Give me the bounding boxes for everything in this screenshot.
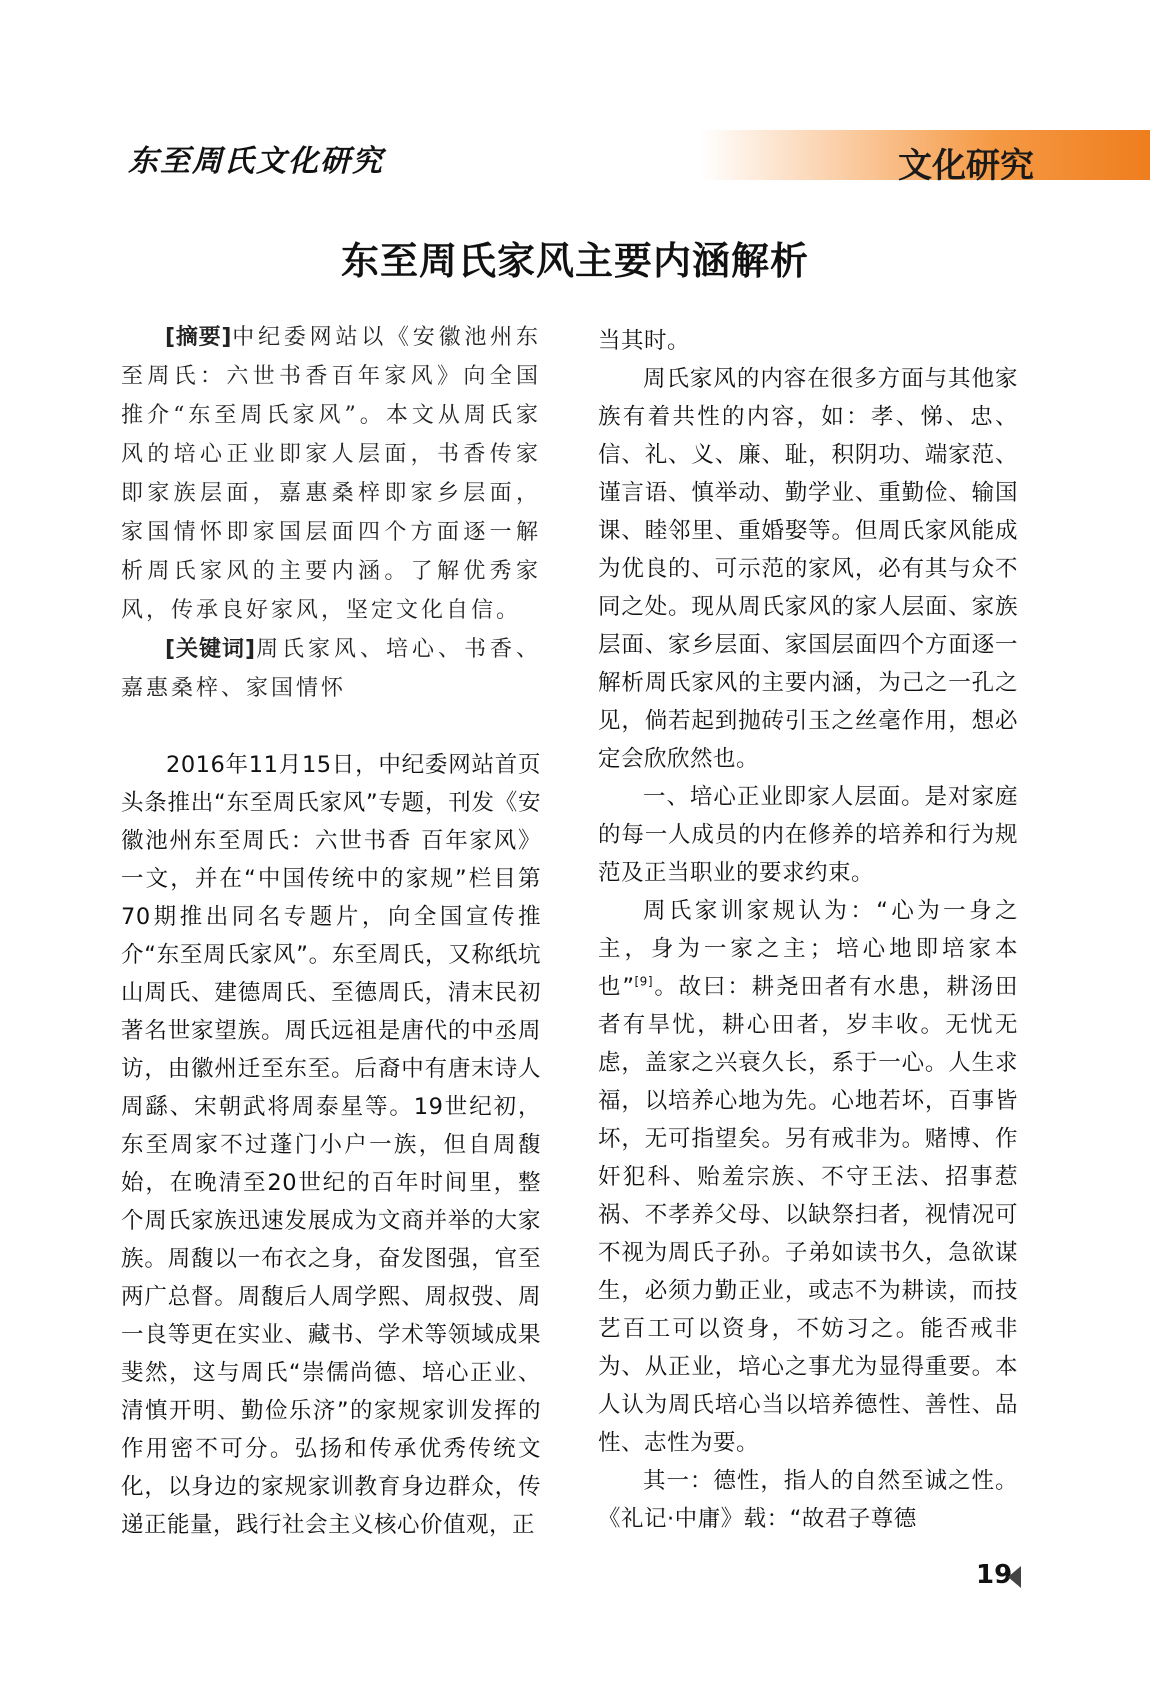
page-arrow-icon <box>1008 1566 1021 1588</box>
abstract-tag: [摘要] <box>165 325 232 350</box>
abstract-paragraph <box>121 318 541 630</box>
body-text: 周氏家训家规认为：“心为一身之主，身为一家之主；培心地即培家本也” <box>598 898 1018 1000</box>
keywords-tag: [关键词] <box>165 637 256 662</box>
right-column <box>598 322 1018 1538</box>
body-paragraph: 2016年11月15日，中纪委网站首页头条推出“东至周氏家风”专题，刊发《安徽池州东至周氏：六世书香 百年家风》一文，并在“中国传统中的家规”栏目第70期推出同名专题片，向全国宣传推介“东至周氏家风”。东至周氏，又称纸坑山周氏、建德周氏、至德周氏，清末民初著名世家望族。周氏远祖是唐代的中丞周访，由徽州迁至东至。后裔中有唐末诗人周繇、宋朝武将周泰星等。19世纪初，东至周家不过蓬门小户一族，但自周馥始，在晚清至20世纪的百年时间里，整个周氏家族迅速发展成为文商并举的大家族。周馥以一布衣之身，奋发图强，官至两广总督。周馥后人周学熙、周叔弢、周一良等更在实业、藏书、学术等领域成果斐然，这与周氏“崇儒尚德、培心正业、清慎开明、勤俭乐济”的家规家训发挥的作用密不可分。弘扬和传承优秀传统文化，以身边的家规家训教育身边群众，传递正能量，践行社会主义核心价值观，正 <box>121 752 541 1538</box>
section-label: 文化研究 <box>898 146 1034 186</box>
page-number: 19 <box>976 1560 1013 1590</box>
reference-mark: [9] <box>634 974 653 989</box>
keywords-text: 周氏家风、培心、书香、嘉惠桑梓、家国情怀 <box>121 637 541 701</box>
body-paragraph-continued: 当其时。 <box>598 328 691 354</box>
section-heading-paragraph: 一、培心正业即家人层面。是对家庭的每一人成员的内在修养的培养和行为规范及正当职业的要求约束。 <box>598 784 1018 886</box>
body-paragraph: 其一：德性，指人的自然至诚之性。《礼记·中庸》载：“故君子尊德 <box>598 1468 1018 1532</box>
body-paragraph: 周氏家风的内容在很多方面与其他家族有着共性的内容，如：孝、悌、忠、信、礼、义、廉、耻，积阴功、端家范、谨言语、慎举动、勤学业、重勤俭、输国课、睦邻里、重婚娶等。但周氏家风能成为优良的、可示范的家风，必有其与众不同之处。现从周氏家风的家人层面、家族层面、家乡层面、家国层面四个方面逐一解析周氏家风的主要内涵，为己之一孔之见，倘若起到抛砖引玉之丝毫作用，想必定会欣欣然也。 <box>598 366 1018 772</box>
left-column <box>121 318 541 1544</box>
abstract-text: 中纪委网站以《安徽池州东至周氏：六世书香百年家风》向全国推介“东至周氏家风”。本文从周氏家风的培心正业即家人层面，书香传家即家族层面，嘉惠桑梓即家乡层面，家国情怀即家国层面四个方面逐一解析周氏家风的主要内涵。了解优秀家风，传承良好家风，坚定文化自信。 <box>121 325 541 623</box>
body-text: 。故曰：耕尧田者有水患，耕汤田者有旱忧，耕心田者，岁丰收。无忧无虑，盖家之兴衰久长，系于一心。人生求福，以培养心地为先。心地若坏，百事皆坏，无可指望矣。另有戒非为。赌博、作奸犯科、贻羞宗族、不守王法、招事惹祸、不孝养父母、以缺祭扫者，视情况可不视为周氏子孙。子弟如读书久，急欲谋生，必须力勤正业，或志不为耕读，而技艺百工可以资身，不妨习之。能否戒非为、从正业，培心之事尤为显得重要。本人认为周氏培心当以培养德性、善性、品性、志性为要。 <box>598 974 1018 1456</box>
article-title: 东至周氏家风主要内涵解析 <box>340 239 809 283</box>
paragraph-gap <box>121 708 541 746</box>
keywords-paragraph <box>121 630 541 708</box>
journal-name: 东至周氏文化研究 <box>128 144 384 179</box>
body-paragraph <box>598 892 1018 1462</box>
